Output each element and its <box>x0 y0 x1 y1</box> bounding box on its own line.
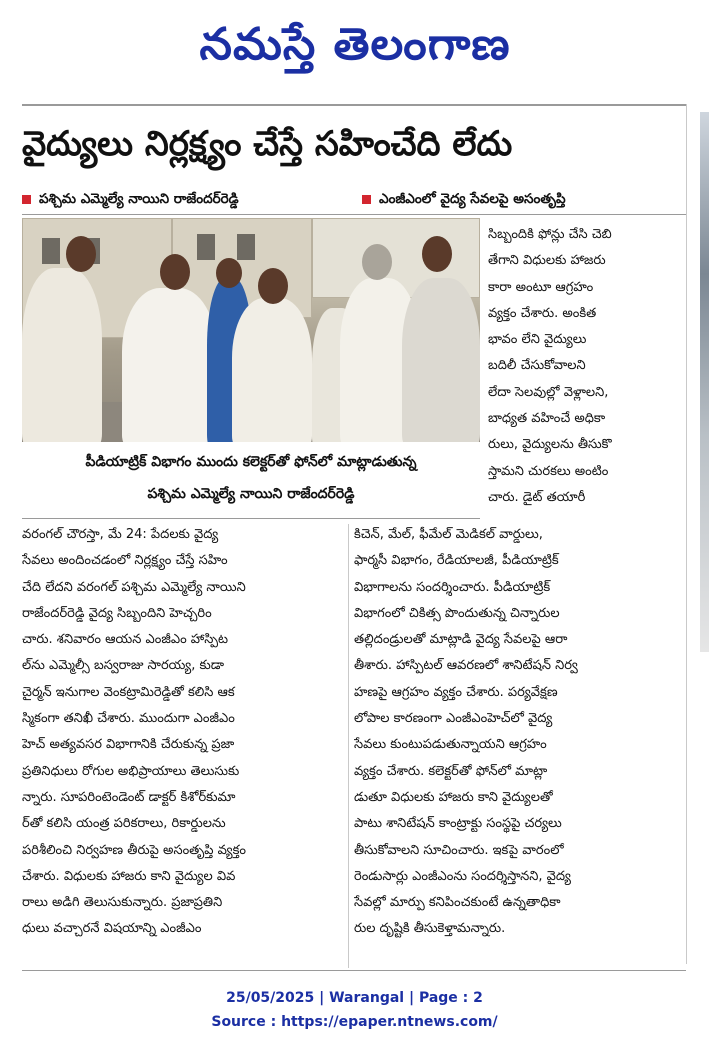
footer-source-link[interactable]: Source : https://epaper.ntnews.com/ <box>211 1014 498 1030</box>
masthead <box>0 0 709 92</box>
text-line: సేవలు అందించడంలో నిర్లక్ష్యం చేస్తే సహిం <box>22 553 228 569</box>
text-line: కిచెన్, మేల్, ఫీమేల్ మెడికల్ వార్డులు, <box>354 527 543 542</box>
article-column-right-top <box>488 222 684 511</box>
text-line: స్మికంగా తనిఖీ చేశారు. ముందుగా ఎంజీఎం <box>22 711 235 727</box>
text-line: ప్రతినిధులు రోగుల అభిప్రాయాలు తెలుసుకు <box>22 763 240 779</box>
red-bullet-icon <box>362 195 371 204</box>
text-line: రులు, వైద్యులను తీసుకొ <box>488 437 612 453</box>
text-line: డుతూ విధులకు హాజరు కాని వైద్యులతో <box>354 789 553 805</box>
subheadline-2-text: ఎంజీఎంలో వైద్య సేవలపై అసంతృప్తి <box>379 191 566 207</box>
text-line: హణపై ఆగ్రహం వ్యక్తం చేశారు. పర్యవేక్షణ <box>354 684 558 700</box>
photo-person-head <box>66 236 96 272</box>
text-line: తల్లిదండ్రులతో మాట్లాడి వైద్య సేవలపై ఆరా <box>354 632 568 648</box>
top-divider <box>22 104 686 106</box>
text-line: భావం లేని వైద్యులు <box>488 332 587 348</box>
text-line: పాటు శానిటేషన్ కాంట్రాక్టు సంస్థపై చర్యలు <box>354 816 562 832</box>
text-line: చేది లేదని వరంగల్ పశ్చిమ ఎమ్మెల్యే నాయిని <box>22 579 246 595</box>
red-bullet-icon <box>22 195 31 204</box>
text-line: లోపాల కారణంగా ఎంజీఎంహెచ్‌లో వైద్య <box>354 711 553 727</box>
text-line: ఫార్మసీ విభాగం, రేడియాలజీ, పీడియాట్రిక్ <box>354 553 559 569</box>
text-line: పరిశీలించి నిర్వహణ తీరుపై అసంతృప్తి వ్యక్తం <box>22 842 247 858</box>
subheadline-divider <box>22 214 686 215</box>
text-line: న్నారు. సూపరింటెండెంట్ డాక్టర్ కిశోర్‌కుమా <box>22 789 236 805</box>
text-line: రాజేందర్‌రెడ్డి వైద్య సిబ్బందిని హెచ్చరిం <box>22 605 212 621</box>
subheadline-1-text: పశ్చిమ ఎమ్మెల్యే నాయిని రాజేందర్‌రెడ్డి <box>39 191 239 207</box>
text-line: వరంగల్ చౌరస్తా, మే 24: పేదలకు వైద్య <box>22 527 219 542</box>
text-line: విభాగాలను సందర్శించారు. పీడియాట్రిక్ <box>354 579 551 595</box>
article-column-left <box>22 522 344 943</box>
text-line: రుల దృష్టికి తీసుకెళ్తామన్నారు. <box>354 921 506 937</box>
adjacent-page-edge <box>700 112 709 652</box>
text-line: చేశారు. విధులకు హాజరు కాని వైద్యుల వివ <box>22 868 236 884</box>
text-line: తీసుకోవాలని సూచించారు. ఇకపై వారంలో <box>354 842 564 858</box>
footer-edition-info: 25/05/2025 | Warangal | Page : 2 <box>226 990 483 1006</box>
photo-caption <box>22 446 480 514</box>
text-line: బదిలీ చేసుకోవాలని <box>488 358 586 374</box>
article-photo <box>22 218 480 442</box>
photo-window <box>197 234 215 260</box>
photo-person <box>232 298 312 442</box>
text-line: చారు. డైట్ తయారీ <box>488 489 586 505</box>
text-line: తేగాని విధులకు హాజరు <box>488 253 606 269</box>
text-line: ర్‌తో కలిసి యంత్ర పరికరాలు, రికార్డులను <box>22 816 226 832</box>
caption-line-2: పశ్చిమ ఎమ్మెల్యే నాయిని రాజేందర్‌రెడ్డి <box>147 486 355 502</box>
text-line: రాలు అడిగి తెలుసుకున్నారు. ప్రజాప్రతిని <box>22 895 223 911</box>
text-line: రెండుసార్లు ఎంజీఎంను సందర్శిస్తానని, వైద్య <box>354 868 571 884</box>
photo-person <box>402 278 480 442</box>
article-column-mid <box>354 522 684 943</box>
text-line: హెచ్ అత్యవసర విభాగానికి చేరుకున్న ప్రజా <box>22 737 235 753</box>
text-line: చైర్మన్ ఇనుగాల వెంకట్రామిరెడ్డితో కలిసి ఆక <box>22 684 235 700</box>
text-line: వ్యక్తం చేశారు. కలెక్టర్‌తో ఫోన్‌లో మాట్లా <box>354 763 548 779</box>
photo-person <box>22 268 102 442</box>
subheadline-2 <box>362 186 566 212</box>
text-line: స్తామని చురకలు అంటిం <box>488 463 609 479</box>
caption-line-1: పీడియాట్రిక్ విభాగం ముందు కలెక్టర్‌తో ఫోన్‌లో మాట్లాడుతున్న <box>85 454 417 470</box>
article-headline: వైద్యులు నిర్లక్ష్యం చేస్తే సహించేది లేదు <box>22 124 513 164</box>
text-line: సేవల్లో మార్పు కనిపించకుంటే ఉన్నతాధికా <box>354 895 561 911</box>
text-line: సిబ్బందికి ఫోన్లు చేసి చెబి <box>488 227 612 242</box>
text-line: ల్‌ను ఎమ్మెల్సీ బస్వరాజు సారయ్య, కుడా <box>22 658 224 674</box>
photo-person-head <box>160 254 190 290</box>
text-line: లేదా సెలవుల్లో వెళ్లాలని, <box>488 384 609 400</box>
text-line: సేవలు కుంటుపడుతున్నాయని ఆగ్రహం <box>354 737 547 753</box>
text-line: ధులు వచ్చారనే విషయాన్ని ఎంజీఎం <box>22 921 202 937</box>
photo-person-head <box>422 236 452 272</box>
photo-person-head <box>216 258 242 288</box>
right-column-rule <box>686 104 687 964</box>
text-line: చారు. శనివారం ఆయన ఎంజీఎం హాస్పిట <box>22 632 229 648</box>
newspaper-logo: నమస్తే తెలంగాణ <box>199 19 511 70</box>
photo-window <box>237 234 255 260</box>
text-line: తీశారు. హాస్పిటల్ ఆవరణలో శానిటేషన్ నిర్వ <box>354 658 578 674</box>
column-divider <box>348 524 349 968</box>
photo-window <box>42 238 60 264</box>
photo-person-head <box>362 244 392 280</box>
text-line: కారా అంటూ ఆగ్రహం <box>488 279 594 295</box>
bottom-divider <box>22 970 686 971</box>
text-line: విభాగంలో చికిత్స పొందుతున్న చిన్నారుల <box>354 605 560 621</box>
photo-person-head <box>258 268 288 304</box>
photo-person <box>122 288 217 442</box>
subheadline-1 <box>22 186 239 212</box>
caption-divider <box>22 518 480 519</box>
text-line: బాధ్యత వహించే అధికా <box>488 411 606 427</box>
text-line: వ్యక్తం చేశారు. అంకిత <box>488 305 597 321</box>
